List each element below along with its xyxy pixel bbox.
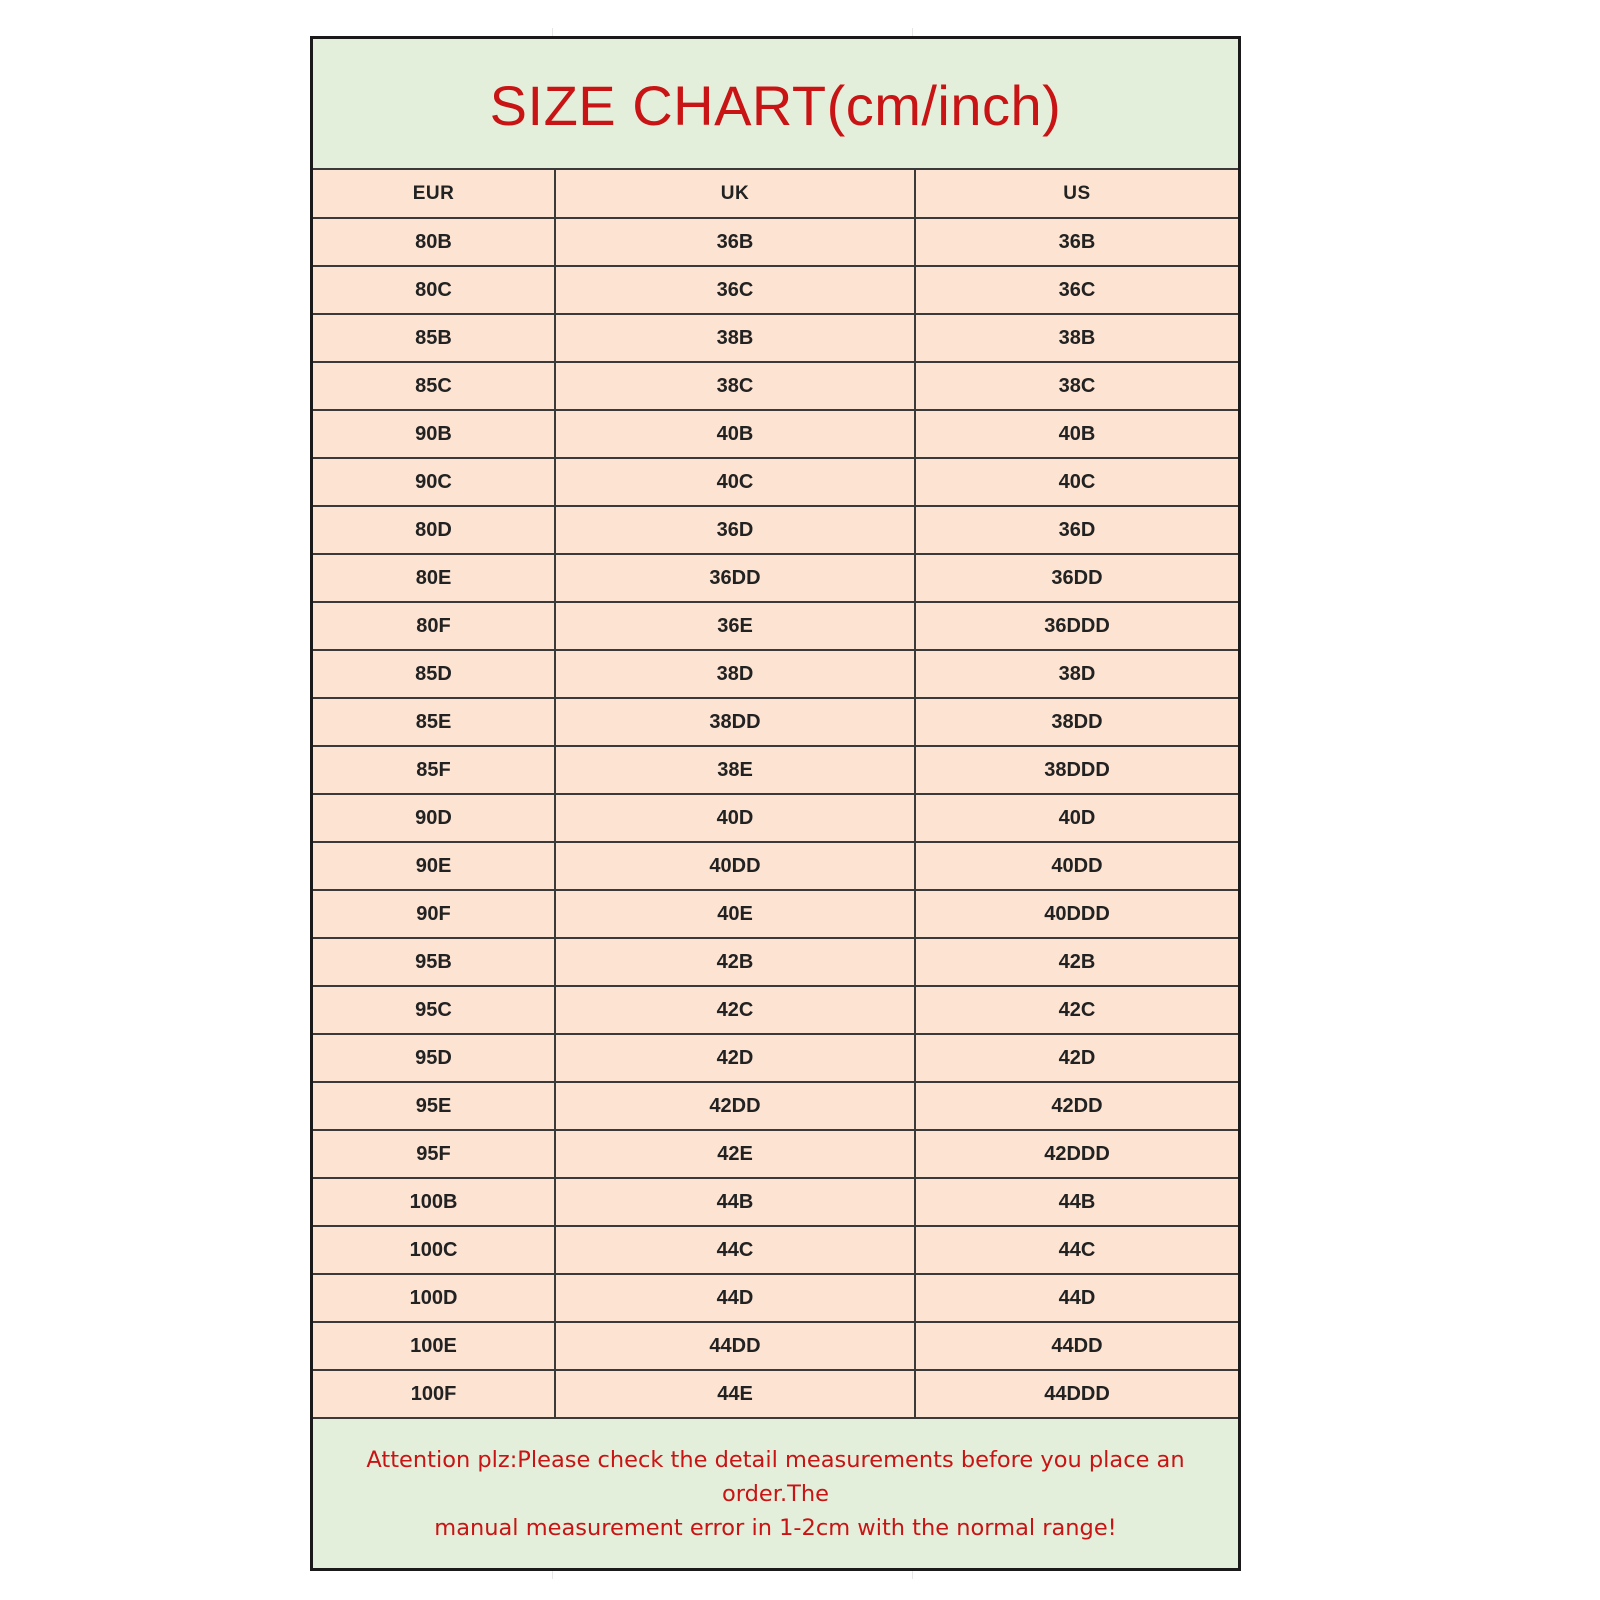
- us-cell: 42DD: [915, 1082, 1238, 1130]
- uk-cell: 36C: [555, 266, 915, 314]
- table-row: [313, 1034, 1238, 1082]
- edge-mark-bottom-left: [552, 1571, 553, 1579]
- table-row: [313, 746, 1238, 794]
- uk-cell: 40B: [555, 410, 915, 458]
- table-row: [313, 938, 1238, 986]
- eur-cell: 85E: [313, 698, 555, 746]
- table-row: [313, 410, 1238, 458]
- us-cell: 36DD: [915, 554, 1238, 602]
- notice-band: [313, 1419, 1238, 1568]
- column-header-eur: EUR: [313, 170, 555, 218]
- us-cell: 36C: [915, 266, 1238, 314]
- eur-cell: 90C: [313, 458, 555, 506]
- eur-cell: 100B: [313, 1178, 555, 1226]
- us-cell: 40DD: [915, 842, 1238, 890]
- eur-cell: 85B: [313, 314, 555, 362]
- eur-cell: 85F: [313, 746, 555, 794]
- eur-cell: 80B: [313, 218, 555, 266]
- uk-cell: 40E: [555, 890, 915, 938]
- eur-cell: 95C: [313, 986, 555, 1034]
- table-row: [313, 218, 1238, 266]
- uk-cell: 38B: [555, 314, 915, 362]
- uk-cell: 36B: [555, 218, 915, 266]
- us-cell: 40C: [915, 458, 1238, 506]
- eur-cell: 85D: [313, 650, 555, 698]
- us-cell: 36D: [915, 506, 1238, 554]
- uk-cell: 36D: [555, 506, 915, 554]
- us-cell: 38B: [915, 314, 1238, 362]
- table-row: [313, 1322, 1238, 1370]
- eur-cell: 80E: [313, 554, 555, 602]
- eur-cell: 80C: [313, 266, 555, 314]
- uk-cell: 44B: [555, 1178, 915, 1226]
- uk-cell: 38E: [555, 746, 915, 794]
- table-row: [313, 842, 1238, 890]
- table-row: [313, 890, 1238, 938]
- edge-mark-top-left: [552, 28, 553, 36]
- us-cell: 42DDD: [915, 1130, 1238, 1178]
- table-row: [313, 458, 1238, 506]
- eur-cell: 95B: [313, 938, 555, 986]
- eur-cell: 95D: [313, 1034, 555, 1082]
- table-row: [313, 602, 1238, 650]
- column-header-uk: UK: [555, 170, 915, 218]
- us-cell: 38DD: [915, 698, 1238, 746]
- uk-cell: 40C: [555, 458, 915, 506]
- eur-cell: 90F: [313, 890, 555, 938]
- us-cell: 36B: [915, 218, 1238, 266]
- us-cell: 44C: [915, 1226, 1238, 1274]
- table-row: [313, 506, 1238, 554]
- table-row: [313, 986, 1238, 1034]
- uk-cell: 40DD: [555, 842, 915, 890]
- notice-line-1: Attention plz:Please check the detail measurements before you place an order.The: [366, 1446, 1185, 1507]
- uk-cell: 42E: [555, 1130, 915, 1178]
- uk-cell: 44E: [555, 1370, 915, 1418]
- us-cell: 42D: [915, 1034, 1238, 1082]
- eur-cell: 90E: [313, 842, 555, 890]
- uk-cell: 44DD: [555, 1322, 915, 1370]
- table-row: [313, 266, 1238, 314]
- table-row: [313, 554, 1238, 602]
- us-cell: 36DDD: [915, 602, 1238, 650]
- table-row: [313, 1370, 1238, 1418]
- table-row: [313, 362, 1238, 410]
- uk-cell: 42B: [555, 938, 915, 986]
- uk-cell: 36E: [555, 602, 915, 650]
- eur-cell: 90D: [313, 794, 555, 842]
- us-cell: 40B: [915, 410, 1238, 458]
- uk-cell: 36DD: [555, 554, 915, 602]
- eur-cell: 100D: [313, 1274, 555, 1322]
- eur-cell: 100E: [313, 1322, 555, 1370]
- header-row: [313, 170, 1238, 218]
- eur-cell: 95E: [313, 1082, 555, 1130]
- us-cell: 40D: [915, 794, 1238, 842]
- eur-cell: 90B: [313, 410, 555, 458]
- eur-cell: 85C: [313, 362, 555, 410]
- edge-mark-bottom-right: [912, 1571, 913, 1579]
- us-cell: 38C: [915, 362, 1238, 410]
- uk-cell: 40D: [555, 794, 915, 842]
- uk-cell: 44D: [555, 1274, 915, 1322]
- eur-cell: 80F: [313, 602, 555, 650]
- us-cell: 38DDD: [915, 746, 1238, 794]
- uk-cell: 42C: [555, 986, 915, 1034]
- size-table: [313, 170, 1238, 1419]
- table-row: [313, 314, 1238, 362]
- us-cell: 40DDD: [915, 890, 1238, 938]
- uk-cell: 38DD: [555, 698, 915, 746]
- uk-cell: 38D: [555, 650, 915, 698]
- us-cell: 44B: [915, 1178, 1238, 1226]
- uk-cell: 44C: [555, 1226, 915, 1274]
- us-cell: 44DDD: [915, 1370, 1238, 1418]
- eur-cell: 95F: [313, 1130, 555, 1178]
- us-cell: 38D: [915, 650, 1238, 698]
- uk-cell: 42DD: [555, 1082, 915, 1130]
- eur-cell: 80D: [313, 506, 555, 554]
- attention-notice: [327, 1443, 1224, 1545]
- size-rows: [313, 218, 1238, 1418]
- uk-cell: 38C: [555, 362, 915, 410]
- us-cell: 44D: [915, 1274, 1238, 1322]
- table-row: [313, 698, 1238, 746]
- us-cell: 42B: [915, 938, 1238, 986]
- column-header-us: US: [915, 170, 1238, 218]
- chart-title: SIZE CHART(cm/inch): [489, 74, 1062, 137]
- edge-mark-top-right: [912, 28, 913, 36]
- uk-cell: 42D: [555, 1034, 915, 1082]
- table-row: [313, 794, 1238, 842]
- table-row: [313, 1178, 1238, 1226]
- us-cell: 42C: [915, 986, 1238, 1034]
- table-row: [313, 1226, 1238, 1274]
- table-row: [313, 1130, 1238, 1178]
- table-row: [313, 1274, 1238, 1322]
- table-row: [313, 1082, 1238, 1130]
- notice-line-2: manual measurement error in 1-2cm with the normal range!: [434, 1514, 1117, 1541]
- size-chart: [310, 36, 1241, 1571]
- us-cell: 44DD: [915, 1322, 1238, 1370]
- eur-cell: 100C: [313, 1226, 555, 1274]
- table-row: [313, 650, 1238, 698]
- eur-cell: 100F: [313, 1370, 555, 1418]
- title-band: [313, 39, 1238, 170]
